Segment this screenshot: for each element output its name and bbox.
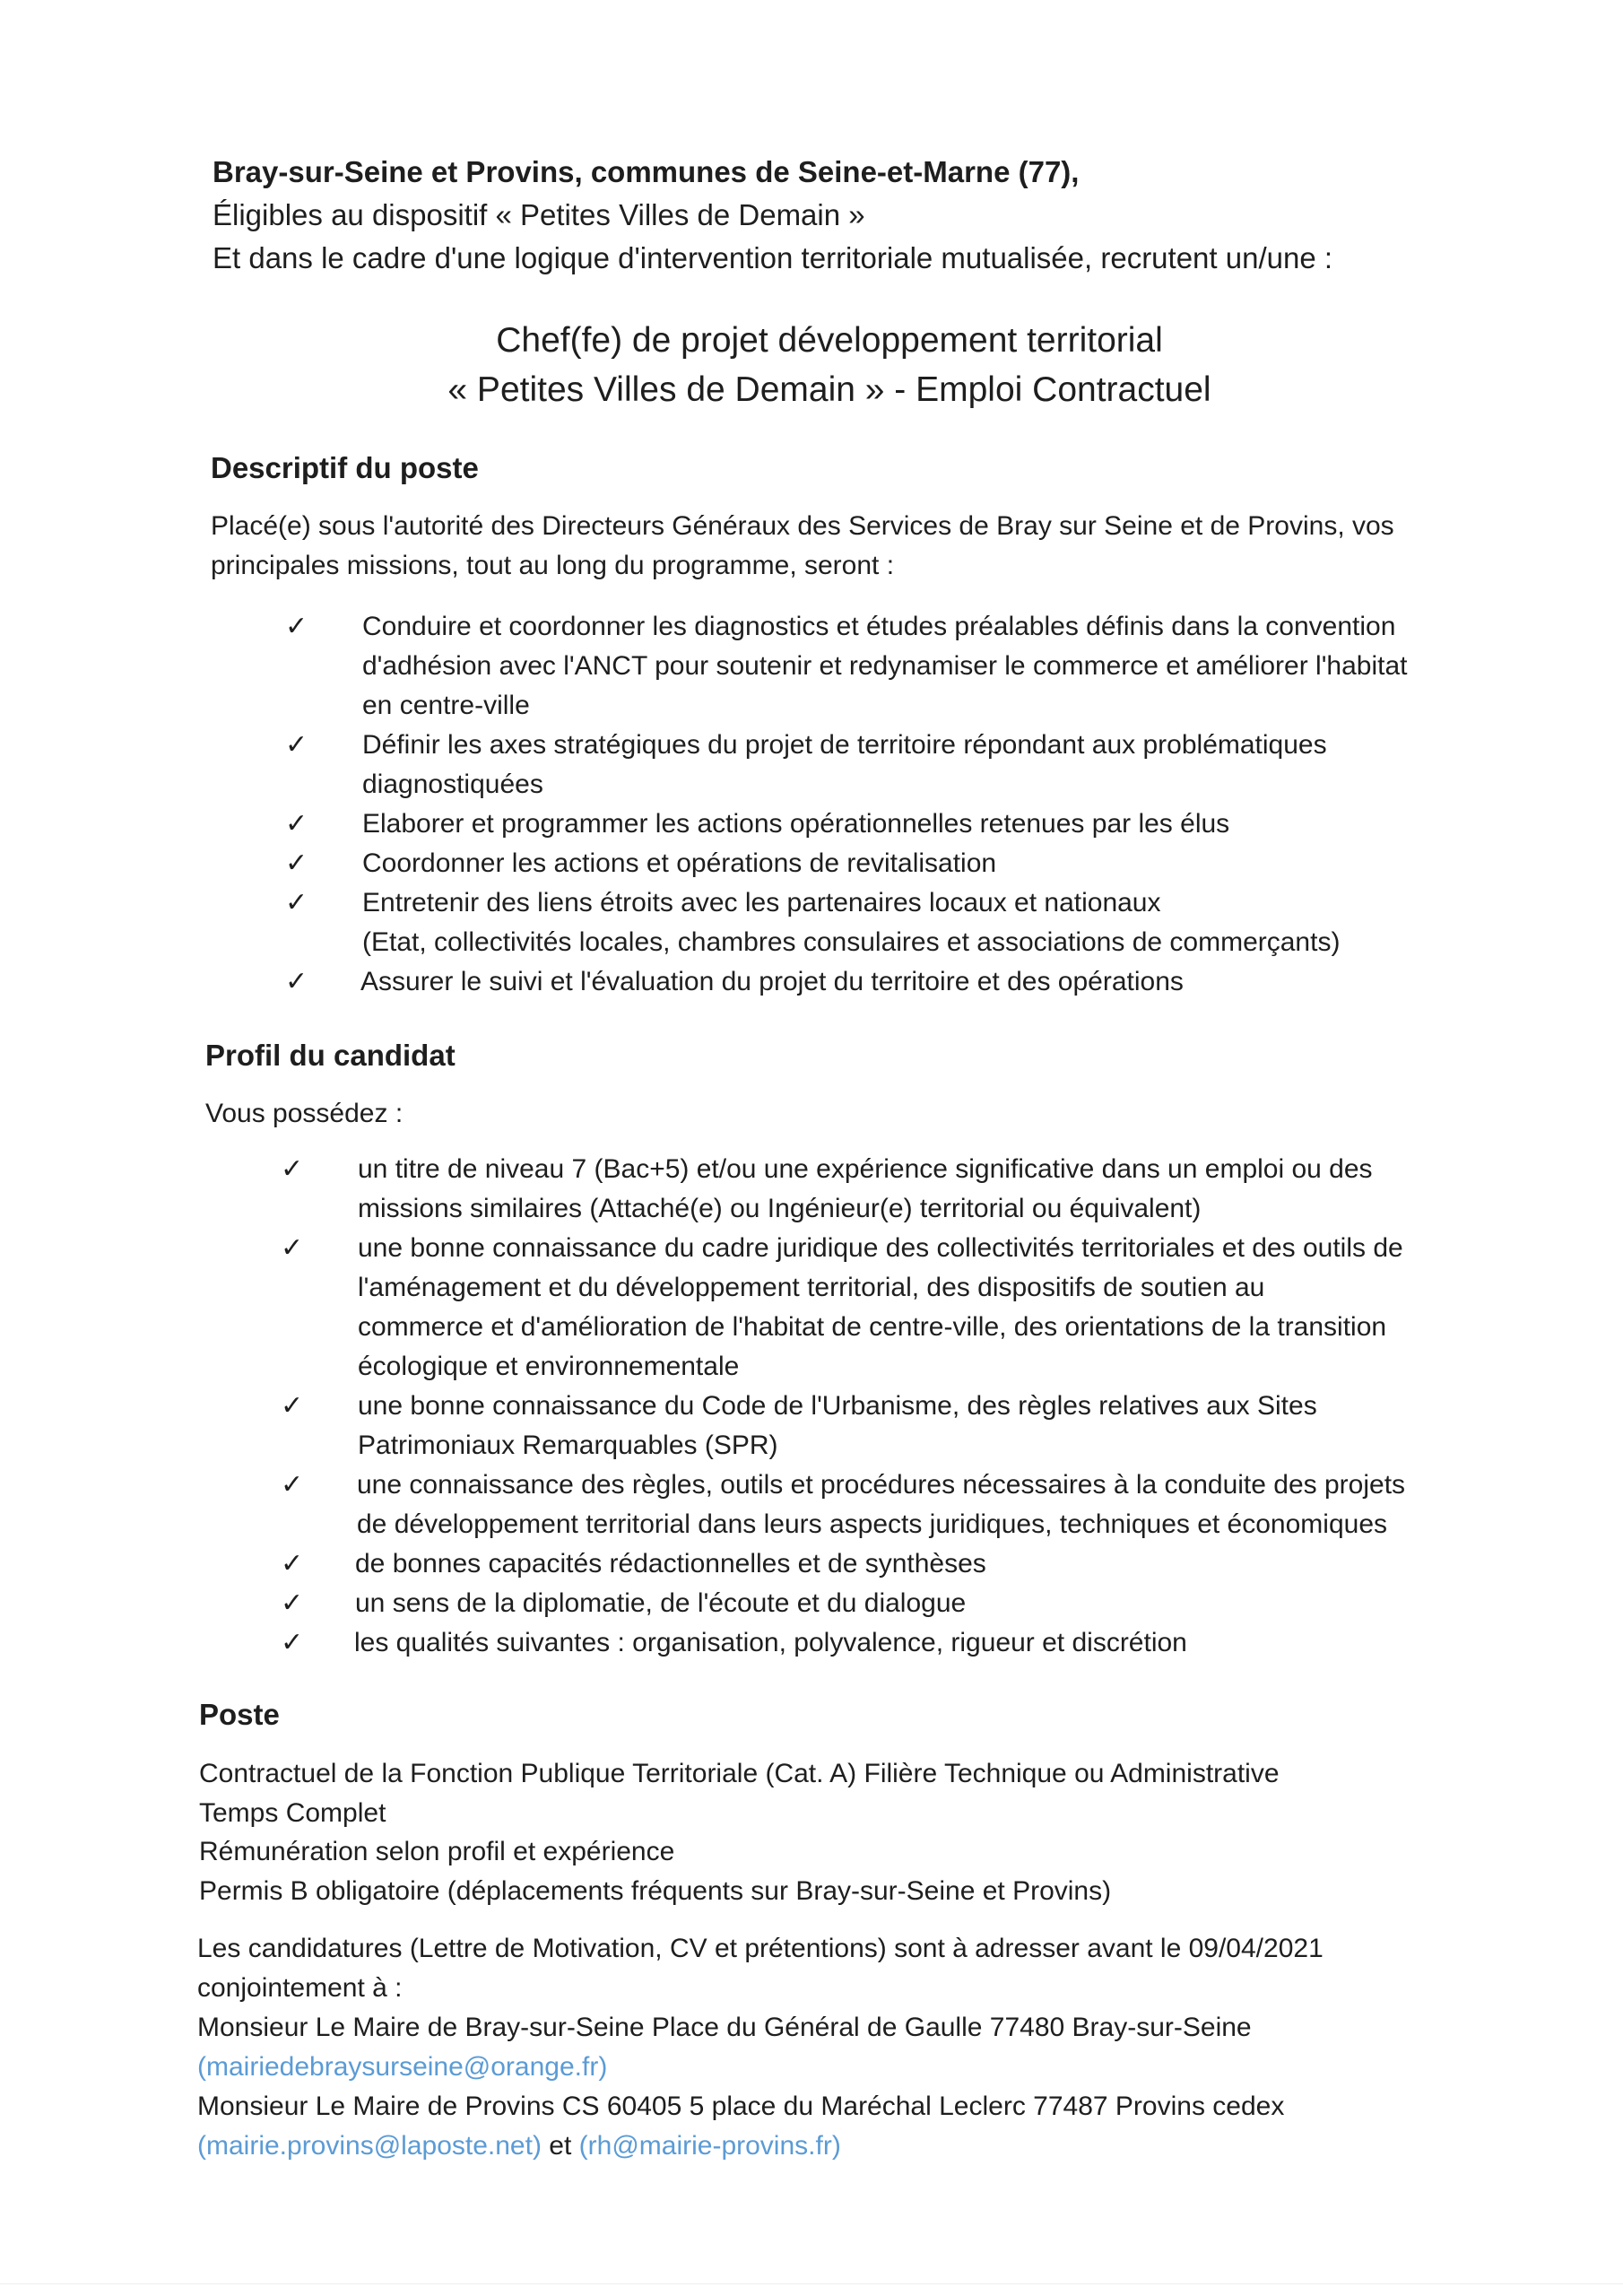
checkmark-icon: ✓ <box>285 611 308 642</box>
checkmark-icon: ✓ <box>281 1548 304 1579</box>
checkmark-icon: ✓ <box>285 729 308 761</box>
checkmark-icon: ✓ <box>281 1153 304 1185</box>
requirement-text: de bonnes capacités rédactionnelles et de synthèses <box>355 1549 986 1578</box>
requirement-text: un sens de la diplomatie, de l'écoute et du dialogue <box>355 1588 967 1618</box>
list-item <box>285 883 1469 962</box>
list-item <box>285 607 1469 726</box>
job-title-line-1: Chef(fe) de projet développement territorial <box>496 321 1163 360</box>
checkmark-icon: ✓ <box>285 887 308 918</box>
bray-mayor-address: Monsieur Le Maire de Bray-sur-Seine Place du Général de Gaulle 77480 Bray-sur-Seine <box>197 2013 1252 2042</box>
list-item <box>281 1623 1473 1663</box>
requirement-text: un titre de niveau 7 (Bac+5) et/ou une expérience significative dans un emploi ou des missions similaires (Attaché(e) ou Ingénieur(e) territorial ou équivalent) <box>358 1154 1373 1223</box>
provins-rh-email-link[interactable]: (rh@mairie-provins.fr) <box>578 2131 841 2161</box>
requirement-text: les qualités suivantes : organisation, polyvalence, rigueur et discrétion <box>354 1628 1187 1657</box>
header-line-1: Bray-sur-Seine et Provins, communes de Seine-et-Marne (77), <box>213 155 1080 188</box>
section-heading-profil: Profil du candidat <box>205 1039 456 1072</box>
checkmark-icon: ✓ <box>285 808 308 839</box>
checkmark-icon: ✓ <box>285 966 308 997</box>
candidatures-line-1: Les candidatures (Lettre de Motivation, CV et prétentions) sont à adresser avant le 09/04/2021 <box>197 1934 1324 1963</box>
profil-intro: Vous possédez : <box>205 1099 404 1128</box>
provins-mayor-address: Monsieur Le Maire de Provins CS 60405 5 place du Maréchal Leclerc 77487 Provins cedex <box>197 2092 1285 2121</box>
email-conjunction: et <box>549 2131 572 2161</box>
header-line-3: Et dans le cadre d'une logique d'intervention territoriale mutualisée, recrutent un/une : <box>213 241 1333 274</box>
list-item <box>281 1229 1473 1387</box>
requirement-text: une bonne connaissance du Code de l'Urbanisme, des règles relatives aux Sites Patrimoniaux Remarquables (SPR) <box>358 1391 1317 1460</box>
poste-time-line: Temps Complet <box>199 1798 386 1828</box>
list-item <box>285 962 1469 1002</box>
section-heading-descriptif: Descriptif du poste <box>211 451 479 484</box>
list-item <box>285 726 1469 804</box>
poste-contract-line: Contractuel de la Fonction Publique Territoriale (Cat. A) Filière Technique ou Administrative <box>199 1759 1280 1788</box>
list-item <box>285 804 1469 844</box>
list-item <box>285 844 1469 883</box>
list-item <box>281 1465 1473 1544</box>
checkmark-icon: ✓ <box>281 1627 304 1658</box>
mission-text: Définir les axes stratégiques du projet de territoire répondant aux problématiques diagnostiquées <box>362 730 1327 799</box>
job-title-line-2: « Petites Villes de Demain » - Emploi Contractuel <box>447 370 1211 409</box>
mission-text: Coordonner les actions et opérations de revitalisation <box>362 848 997 878</box>
checkmark-icon: ✓ <box>281 1587 304 1619</box>
descriptif-missions-list <box>285 607 1469 1002</box>
mission-text: Assurer le suivi et l'évaluation du projet du territoire et des opérations <box>360 967 1184 996</box>
section-heading-poste: Poste <box>199 1698 280 1731</box>
list-item <box>281 1544 1473 1584</box>
list-item <box>281 1150 1473 1229</box>
profil-requirements-list <box>281 1150 1473 1663</box>
mission-text: Entretenir des liens étroits avec les partenaires locaux et nationaux (Etat, collectivités locales, chambres consulaires et associations de commerçants) <box>362 888 1341 957</box>
requirement-text: une bonne connaissance du cadre juridique des collectivités territoriales et des outils de l'aménagement et du développement territorial, des dispositifs de soutien au commerce et d'amélioration de l'habitat de centre-ville, des orientations de la transition écologique et environnementale <box>358 1233 1403 1381</box>
descriptif-intro-line-2: principales missions, tout au long du programme, seront : <box>211 551 895 580</box>
checkmark-icon: ✓ <box>281 1469 304 1500</box>
checkmark-icon: ✓ <box>281 1232 304 1264</box>
checkmark-icon: ✓ <box>285 848 308 879</box>
requirement-text: une connaissance des règles, outils et procédures nécessaires à la conduite des projets de développement territorial dans leurs aspects juridiques, techniques et économiques <box>357 1470 1406 1539</box>
candidatures-line-2: conjointement à : <box>197 1973 403 2003</box>
checkmark-icon: ✓ <box>281 1390 304 1422</box>
list-item <box>281 1387 1473 1465</box>
poste-permis-line: Permis B obligatoire (déplacements fréquents sur Bray-sur-Seine et Provins) <box>199 1876 1112 1906</box>
bray-email-link[interactable]: (mairiedebraysurseine@orange.fr) <box>197 2052 608 2082</box>
poste-remuneration-line: Rémunération selon profil et expérience <box>199 1837 675 1866</box>
provins-email-link[interactable]: (mairie.provins@laposte.net) <box>197 2131 542 2161</box>
list-item <box>281 1584 1473 1623</box>
header-line-2: Éligibles au dispositif « Petites Villes de Demain » <box>213 198 865 231</box>
descriptif-intro-line-1: Placé(e) sous l'autorité des Directeurs Généraux des Services de Bray sur Seine et de Provins, vos <box>211 511 1394 541</box>
provins-email-line <box>197 2126 841 2166</box>
mission-text: Conduire et coordonner les diagnostics et études préalables définis dans la convention d'adhésion avec l'ANCT pour soutenir et redynamiser le commerce et améliorer l'habitat en centre-ville <box>362 612 1408 720</box>
page-bottom-edge <box>0 2283 1623 2284</box>
mission-text: Elaborer et programmer les actions opérationnelles retenues par les élus <box>362 809 1230 839</box>
